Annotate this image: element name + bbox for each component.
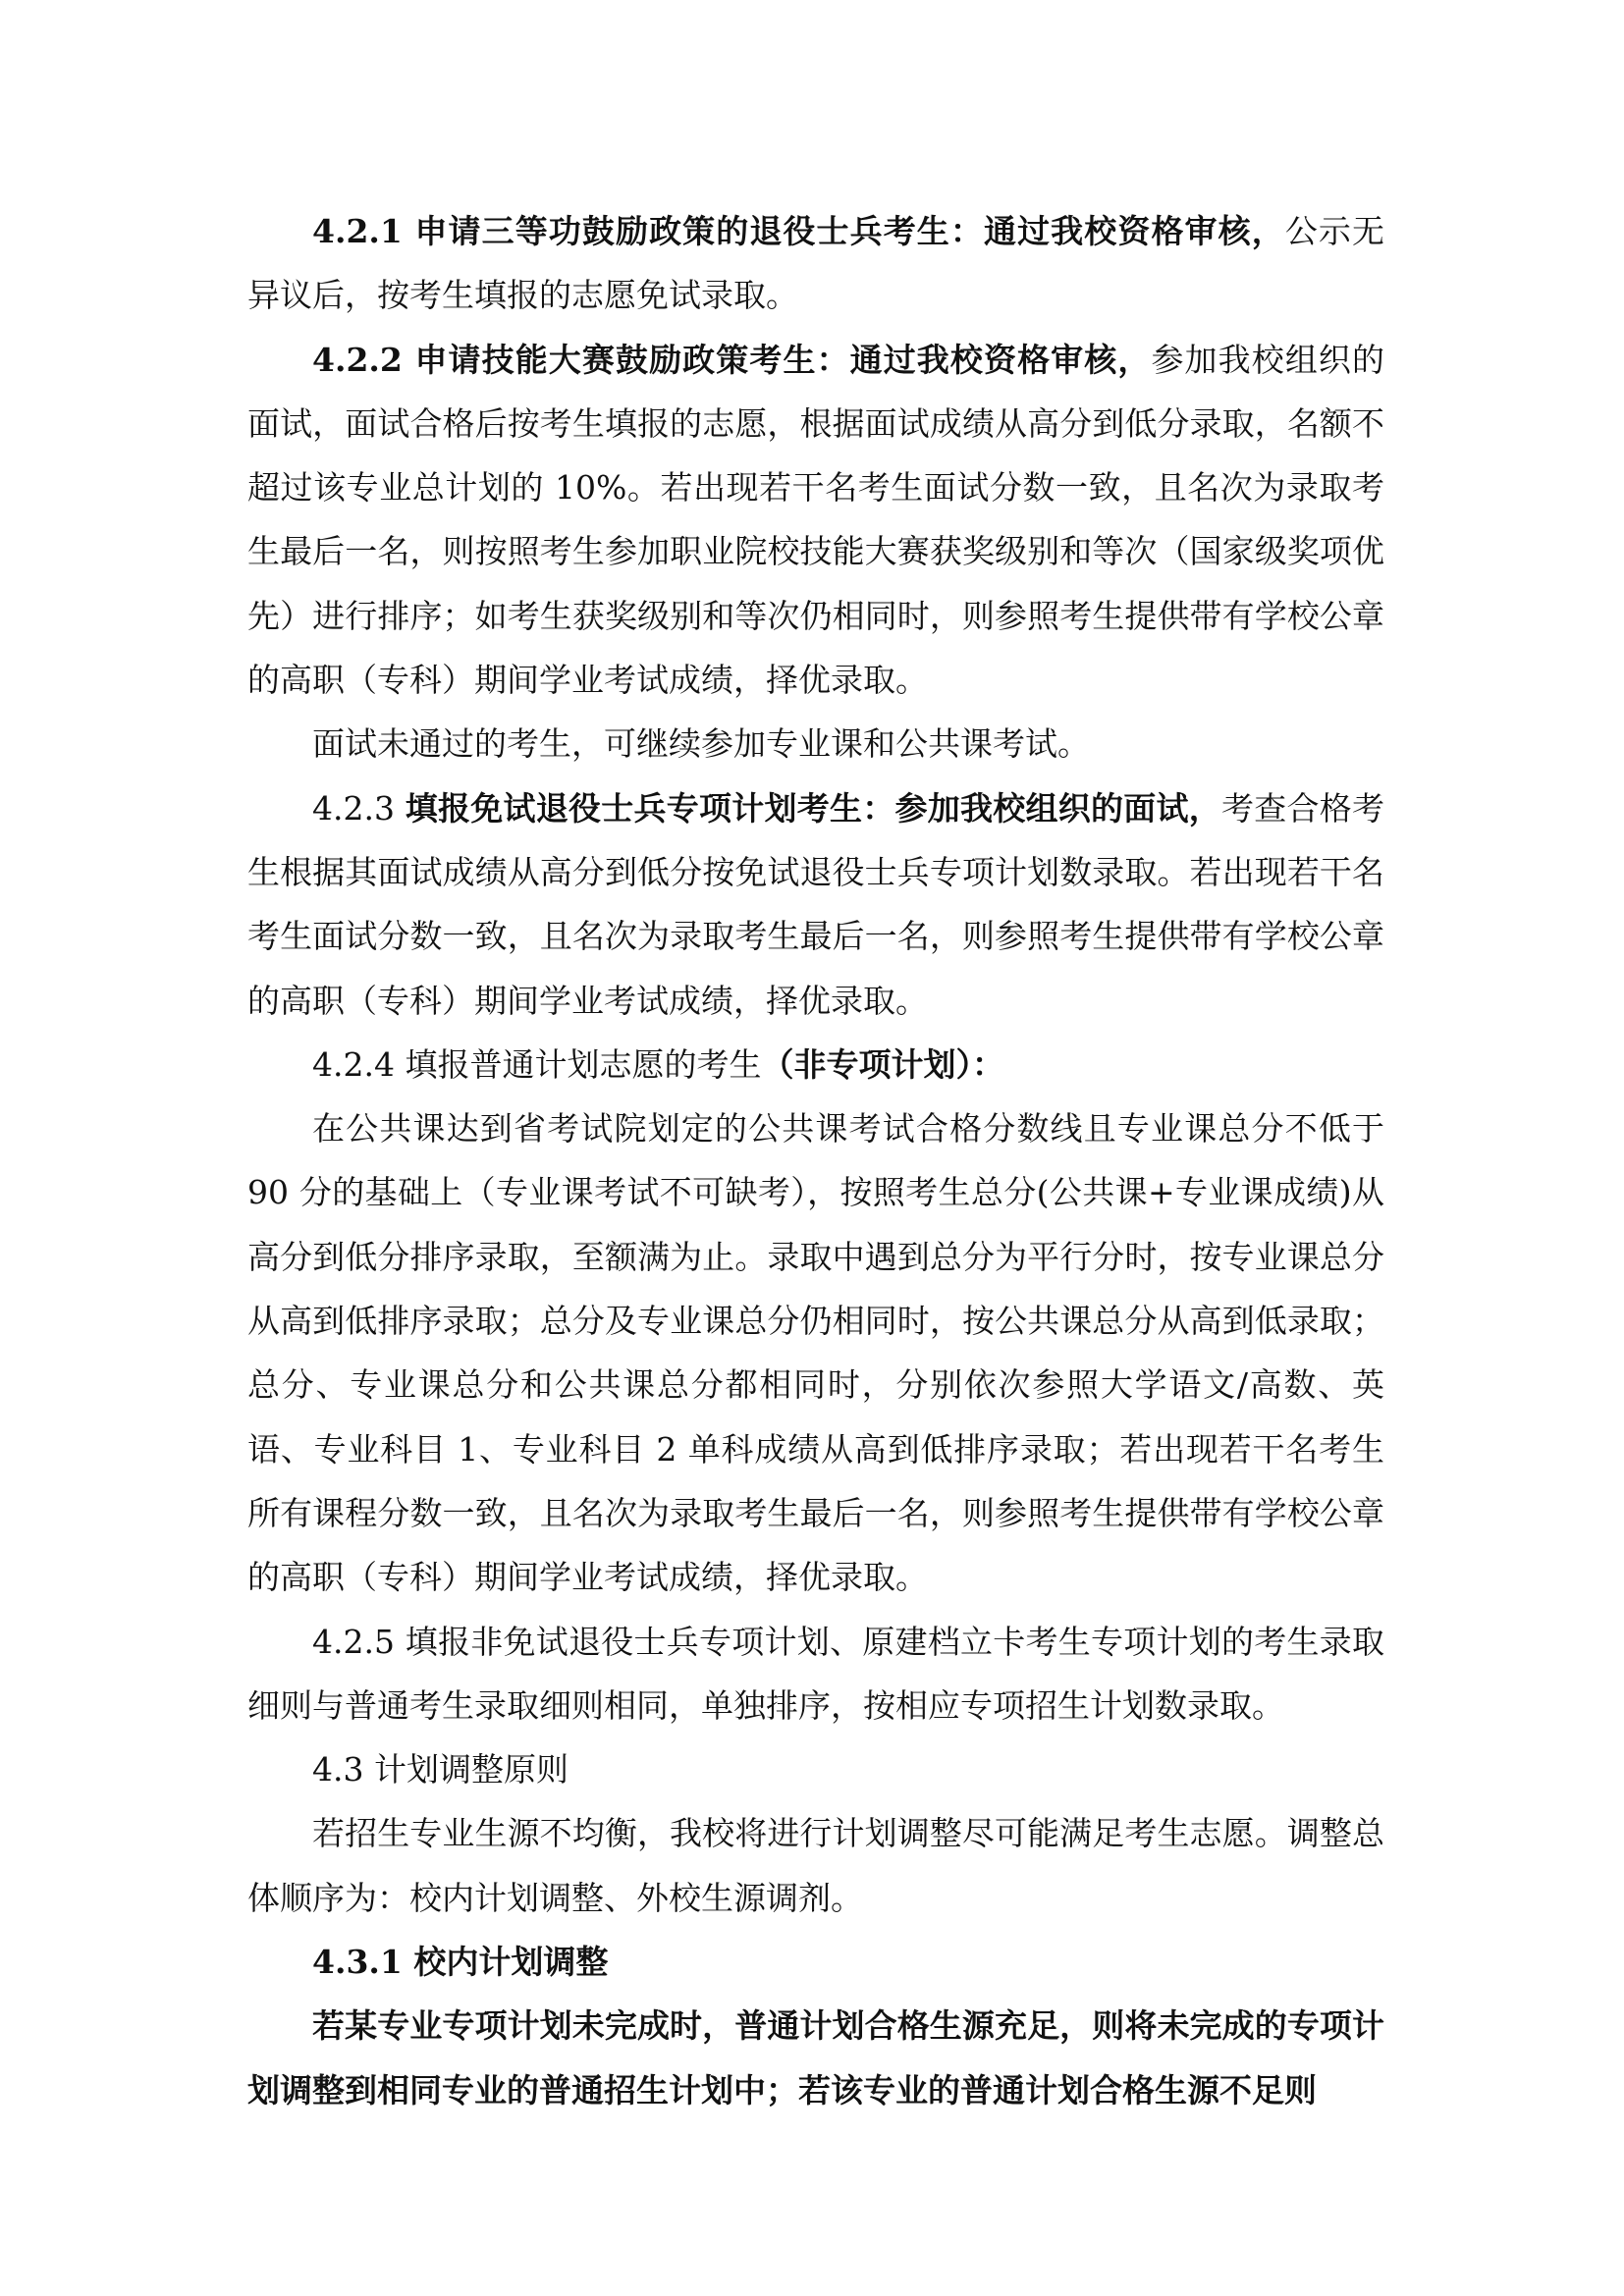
bold-text-run: 4.2.1 申请三等功鼓励政策的退役士兵考生：通过我校资格审核， [312, 212, 1285, 250]
bold-text-run: 4.2.2 申请技能大赛鼓励政策考生：通过我校资格审核， [312, 340, 1152, 379]
text-run: 4.2.3 [312, 788, 406, 828]
paragraph-p-4-3-1 [247, 1930, 1384, 1994]
paragraph-p-special-plan [247, 1994, 1384, 2122]
text-run: 4.3 计划调整原则 [312, 1750, 568, 1789]
paragraph-p-imbalance [247, 1801, 1384, 1930]
paragraph-p-4-2-2 [247, 328, 1384, 713]
paragraph-p-interview-fail [247, 712, 1384, 775]
paragraph-p-4-2-3 [247, 776, 1384, 1033]
paragraph-p-4-2-4 [247, 1033, 1384, 1096]
text-run: 4.2.5 填报非免试退役士兵专项计划、原建档立卡考生专项计划的考生录取细则与普通考生录取细则相同，单独排序，按相应专项招生计划数录取。 [247, 1622, 1384, 1725]
bold-text-run: 填报免试退役士兵专项计划考生：参加我校组织的面试， [405, 788, 1221, 828]
text-run: 参加我校组织的面试，面试合格后按考生填报的志愿，根据面试成绩从高分到低分录取，名额不超过该专业总计划的 10%。若出现若干名考生面试分数一致，且名次为录取考生最后一名，则按照考生参加职业院校技能大赛获奖级别和等次（国家级奖项优先）进行排序；如考生获奖级别和等次仍相同时，则参照考生提供带有学校公章的高职（专科）期间学业考试成绩，择优录取。 [247, 340, 1384, 700]
text-run: 若招生专业生源不均衡，我校将进行计划调整尽可能满足考生志愿。调整总体顺序为：校内计划调整、外校生源调剂。 [247, 1814, 1384, 1917]
bold-text-run: （非专项计划）： [761, 1044, 1004, 1084]
paragraph-p-4-2-5 [247, 1610, 1384, 1738]
text-run: 考查合格考生根据其面试成绩从高分到低分按免试退役士兵专项计划数录取。若出现若干名考生面试分数一致，且名次为录取考生最后一名，则参照考生提供带有学校公章的高职（专科）期间学业考试成绩，择优录取。 [247, 788, 1385, 1020]
text-run: 面试未通过的考生，可继续参加专业课和公共课考试。 [312, 724, 1090, 764]
bold-text-run: 4.3.1 校内计划调整 [312, 1943, 609, 1982]
text-run: 4.2.4 填报普通计划志愿的考生 [312, 1044, 762, 1084]
text-run: 在公共课达到省考试院划定的公共课考试合格分数线且专业课总分不低于 90 分的基础上（专业课考试不可缺考），按照考生总分(公共课+专业课成绩)从高分到低分排序录取，至额满为止。录取中遇到总分为平行分时，按专业课总分从高到低排序录取；总分及专业课总分仍相同时，按公共课总分从高到低录取；总分、专业课总分和公共课总分都相同时，分别依次参照大学语文/高数、英语、专业科目 1、专业科目 2 单科成绩从高到低排序录取；若出现若干名考生所有课程分数一致，且名次为录取考生最后一名，则参照考生提供带有学校公章的高职（专科）期间学业考试成绩，择优录取。 [247, 1109, 1384, 1597]
text-run: 公示无异议后，按考生填报的志愿免试录取。 [247, 212, 1384, 315]
document-body [247, 199, 1384, 2122]
paragraph-p-4-3 [247, 1737, 1384, 1801]
bold-text-run: 若某专业专项计划未完成时，普通计划合格生源充足，则将未完成的专项计划调整到相同专业的普通招生计划中；若该专业的普通计划合格生源不足则 [247, 2006, 1384, 2109]
paragraph-p-public-course [247, 1096, 1384, 1609]
paragraph-p-4-2-1 [247, 199, 1384, 328]
